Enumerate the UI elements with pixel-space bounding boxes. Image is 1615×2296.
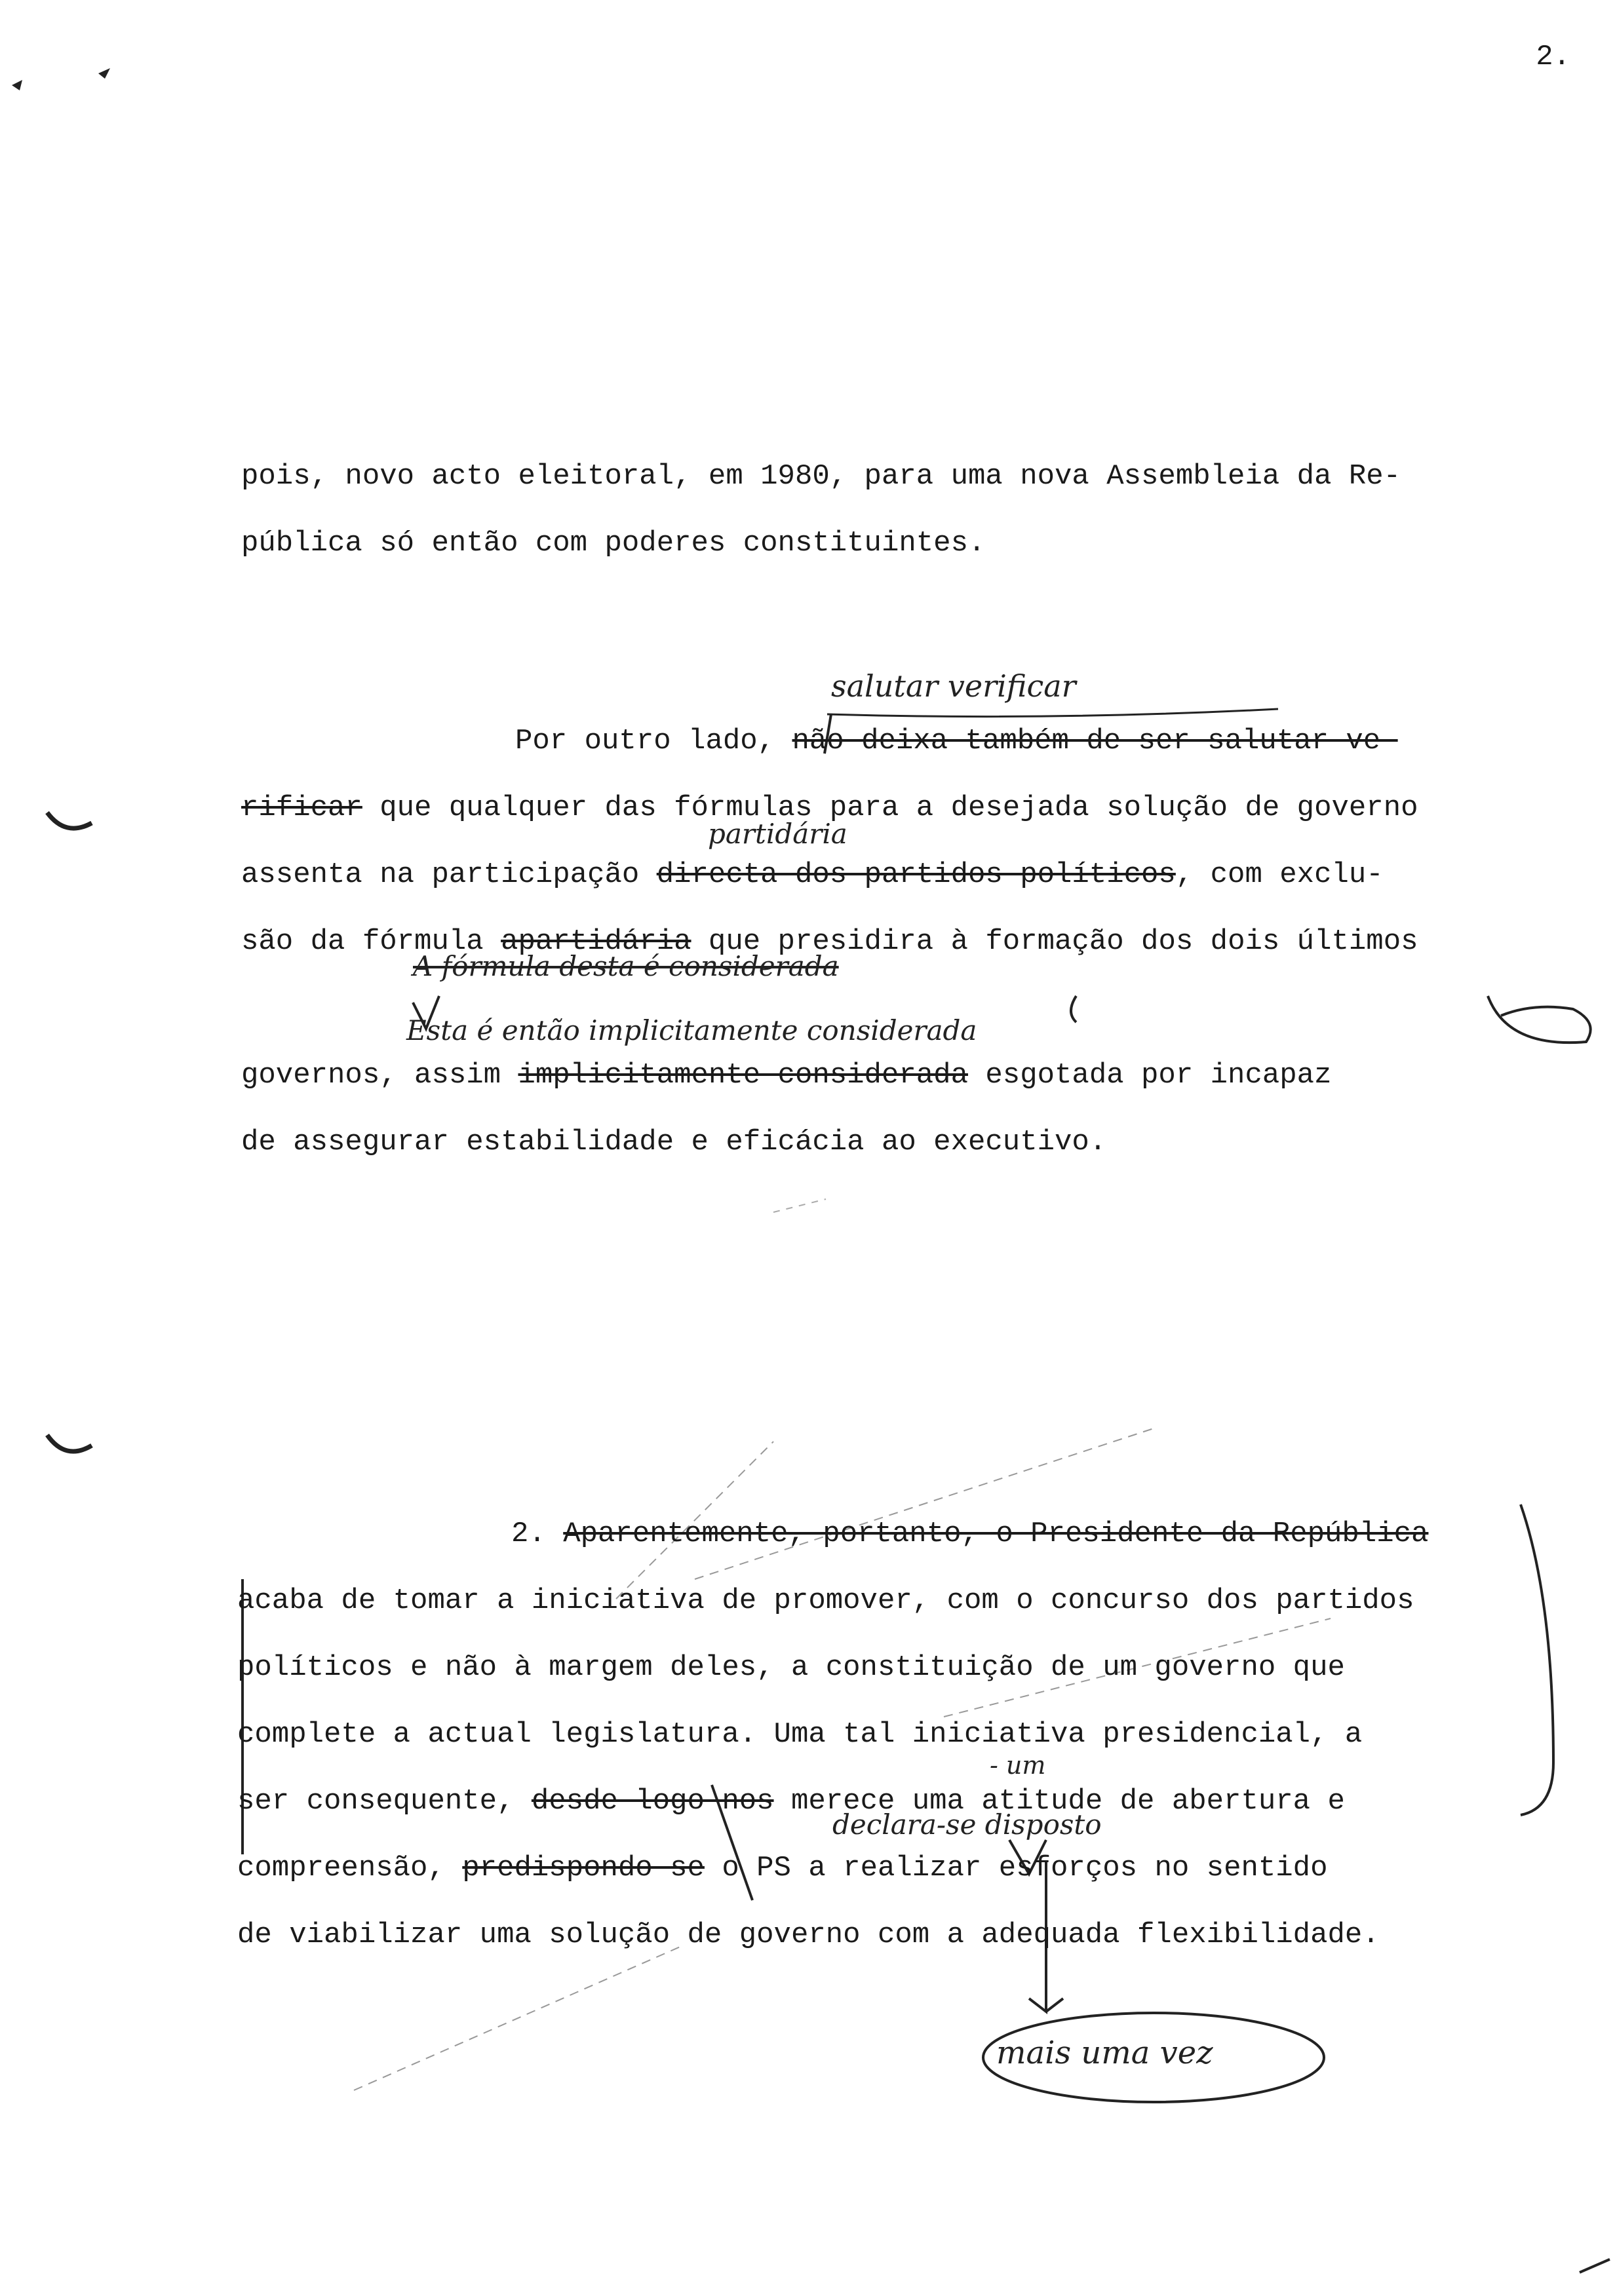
- p3-text: políticos e não à margem deles, a constituição de um governo que: [237, 1651, 1345, 1684]
- paragraph-1: [241, 443, 1401, 577]
- p1-line-2: pública só então com poderes constituintes.: [241, 527, 986, 560]
- p3-text: complete a actual legislatura. Uma tal iniciativa presidencial, a: [237, 1718, 1363, 1751]
- p3-text: ser consequente,: [237, 1785, 532, 1818]
- handwritten-insert-um: - um: [990, 1751, 1046, 1780]
- handwritten-insert-partidaria: partidária: [708, 818, 847, 850]
- page-number: 2.: [1536, 41, 1570, 73]
- p3-deleted-text: Aparentemente, portanto, o Presidente da República: [563, 1518, 1429, 1550]
- handwritten-insert-esta: Esta é então implicitamente considerada: [406, 1014, 977, 1046]
- p2-text: esgotada por incapaz: [967, 1059, 1332, 1092]
- p2-text: são da fórmula: [241, 925, 501, 958]
- p3-text: 2.: [511, 1518, 564, 1550]
- p1-line-1: pois, novo acto eleitoral, em 1980, para uma nova Assembleia da Re-: [241, 460, 1401, 493]
- p2-text: Por outro lado,: [515, 725, 792, 757]
- p3-text: acaba de tomar a iniciativa de promover, com o concurso dos partidos: [237, 1584, 1414, 1617]
- handwritten-struck-formula: A fórmula desta é considerada: [413, 950, 839, 982]
- p2-deleted-text: implicitamente considerada: [518, 1059, 968, 1092]
- p2-text: de assegurar estabilidade e eficácia ao executivo.: [241, 1126, 1107, 1158]
- p3-deleted-text: predispondo-se: [462, 1852, 705, 1885]
- p2-text: governos, assim: [241, 1059, 518, 1092]
- p3-text: o PS a realizar esforços no sentido: [704, 1852, 1328, 1885]
- paragraph-3: [237, 1501, 1428, 1968]
- paragraph-2: [241, 708, 1418, 1176]
- p2-deleted-text: apartidária: [501, 925, 691, 958]
- p2-text: que presidira à formação dos dois últimos: [691, 925, 1418, 958]
- p2-deleted-text: rificar: [241, 792, 362, 824]
- p2-deleted-text: não deixa também de ser salutar ve-: [792, 725, 1398, 757]
- handwritten-insert-salutar: salutar verificar: [831, 668, 1076, 704]
- p3-text: merece uma atitude de abertura e: [773, 1785, 1345, 1818]
- p2-text: assenta na participação: [241, 858, 657, 891]
- p2-deleted-text: directa dos partidos políticos: [656, 858, 1176, 891]
- handwritten-mais-uma-vez: mais uma vez: [996, 2035, 1213, 2071]
- p2-text: que qualquer das fórmulas para a desejada solução de governo: [362, 792, 1418, 824]
- p3-deleted-text: desde logo nos: [531, 1785, 774, 1818]
- p3-text: de viabilizar uma solução de governo com a adequada flexibilidade.: [237, 1919, 1380, 1951]
- handwritten-insert-declara: declara-se disposto: [832, 1808, 1102, 1841]
- p3-text: compreensão,: [237, 1852, 463, 1885]
- p2-text: , com exclu-: [1175, 858, 1384, 891]
